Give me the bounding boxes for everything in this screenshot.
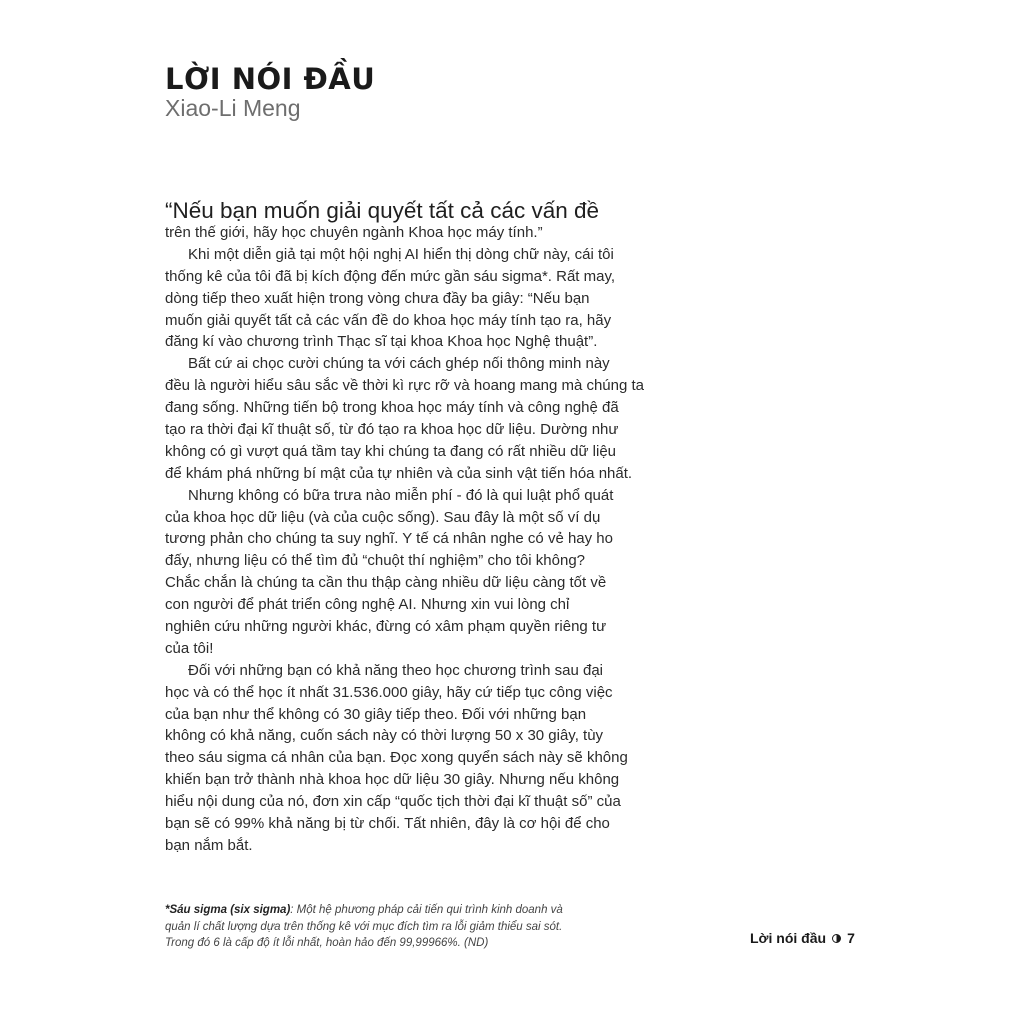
body-line: hiểu nội dung của nó, đơn xin cấp “quốc tịch thời đại kĩ thuật số” của <box>165 793 621 811</box>
chapter-title: LỜI NÓI ĐẦU <box>165 62 376 96</box>
page-number: 7 <box>847 930 855 946</box>
half-circle-icon <box>832 934 841 943</box>
footnote-line-1 <box>165 902 595 919</box>
body-line: không có gì vượt quá tầm tay khi chúng ta đang có rất nhiều dữ liệu <box>165 442 617 460</box>
footnote-line-3: Trong đó 6 là cấp độ ít lỗi nhất, hoàn hảo đến 99,99966%. (ND) <box>165 937 489 949</box>
footnote-definition: : Một hệ phương pháp cải tiến qui trình kinh doanh và <box>290 904 563 916</box>
body-line: muốn giải quyết tất cả các vấn đề do khoa học máy tính tạo ra, hãy <box>165 311 612 329</box>
body-line: bạn sẽ có 99% khả năng bị từ chối. Tất nhiên, đây là cơ hội để cho <box>165 815 610 833</box>
footnote <box>165 902 595 952</box>
body-line: Đối với những bạn có khả năng theo học chương trình sau đại <box>188 661 604 679</box>
body-line: tạo ra thời đại kĩ thuật số, từ đó tạo ra khoa học dữ liệu. Dường như <box>165 421 619 439</box>
opening-quote: “Nếu bạn muốn giải quyết tất cả các vấn đề <box>165 198 600 223</box>
body-line: không có khả năng, cuốn sách này có thời lượng 50 x 30 giây, tùy <box>165 727 604 745</box>
body-line: nghiên cứu những người khác, đừng có xâm phạm quyền riêng tư <box>165 618 607 636</box>
body-line: Nhưng không có bữa trưa nào miễn phí - đó là qui luật phổ quát <box>188 486 614 504</box>
body-line: trên thế giới, hãy học chuyên ngành Khoa học máy tính.” <box>165 224 543 241</box>
footnote-line-2: quản lí chất lượng dựa trên thống kê với mục đích tìm ra lỗi giảm thiểu sai sót. <box>165 920 563 933</box>
body-line: con người để phát triển công nghệ AI. Nhưng xin vui lòng chỉ <box>165 596 570 614</box>
body-line: đăng kí vào chương trình Thạc sĩ tại khoa Khoa học Nghệ thuật”. <box>165 333 598 351</box>
chapter-author: Xiao-Li Meng <box>165 95 301 121</box>
body-line: đang sống. Những tiến bộ trong khoa học máy tính và công nghệ đã <box>165 399 619 417</box>
body-line: đấy, nhưng liệu có thể tìm đủ “chuột thí nghiệm” cho tôi không? <box>165 552 586 570</box>
body-line: khiến bạn trở thành nhà khoa học dữ liệu 30 giây. Nhưng nếu không <box>165 771 620 789</box>
body-line: để khám phá những bí mật của tự nhiên và của sinh vật tiến hóa nhất. <box>165 464 633 482</box>
body-text <box>165 222 645 857</box>
body-line: học và có thể học ít nhất 31.536.000 giây, hãy cứ tiếp tục công việc <box>165 683 613 701</box>
body-line: bạn nắm bắt. <box>165 836 253 854</box>
body-line: tương phản cho chúng ta suy nghĩ. Y tế cá nhân nghe có vẻ hay ho <box>165 530 613 548</box>
body-line: Khi một diễn giả tại một hội nghị AI hiển thị dòng chữ này, cái tôi <box>188 245 614 263</box>
page-footer <box>750 930 855 946</box>
body-line: của khoa học dữ liệu (và của cuộc sống). Sau đây là một số ví dụ <box>165 508 601 526</box>
body-line: theo sáu sigma cá nhân của bạn. Đọc xong quyển sách này sẽ không <box>165 749 628 767</box>
body-line: Chắc chắn là chúng ta cần thu thập càng nhiều dữ liệu càng tốt về <box>165 574 607 592</box>
running-title: Lời nói đầu <box>750 930 827 946</box>
footnote-term: *Sáu sigma (six sigma) <box>165 904 291 916</box>
body-line: Bất cứ ai chọc cười chúng ta với cách ghép nối thông minh này <box>188 355 610 373</box>
body-line: đều là người hiểu sâu sắc về thời kì rực rỡ và hoang mang mà chúng ta <box>165 377 645 395</box>
body-line: của tôi! <box>165 639 214 657</box>
body-line: của bạn như thể không có 30 giây tiếp theo. Đối với những bạn <box>165 705 587 723</box>
body-line: dòng tiếp theo xuất hiện trong vòng chưa đầy ba giây: “Nếu bạn <box>165 289 590 307</box>
body-line: thống kê của tôi đã bị kích động đến mức gần sáu sigma*. Rất may, <box>165 267 616 285</box>
